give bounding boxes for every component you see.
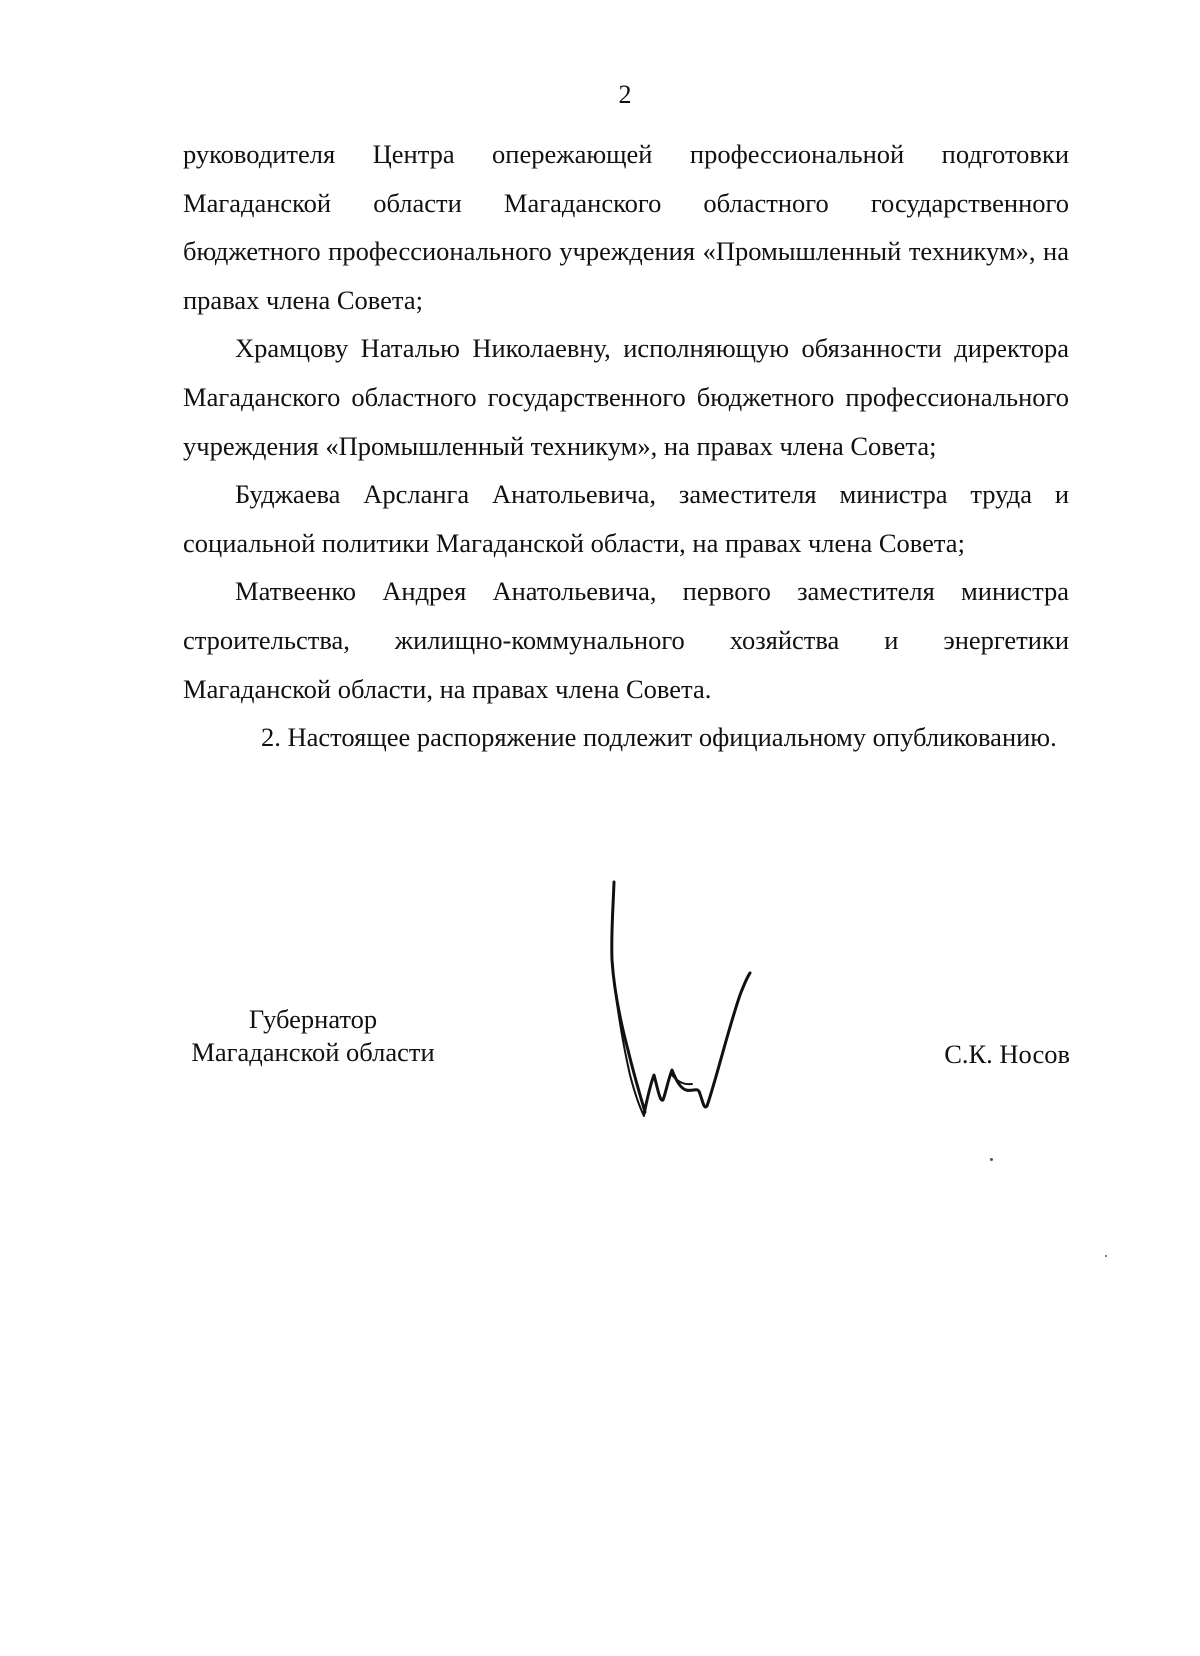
paragraph-khramtsova: Храмцову Наталью Николаевну, исполняющую обязанности директора Магаданского областного государственного бюджетного профессионального учреждения «Промышленный техникум», на правах члена Совета;: [183, 333, 1069, 461]
paragraph-matveenko: Матвеенко Андрея Анатольевича, первого заместителя министра строительства, жилищно-коммунального хозяйства и энергетики Магаданской области, на правах члена Совета.: [183, 576, 1069, 704]
paragraph-budzhaev: Буджаева Арсланга Анатольевича, заместителя министра труда и социальной политики Магаданской области, на правах члена Совета;: [183, 479, 1069, 558]
scan-speck: [990, 1158, 993, 1161]
scan-speck: [1105, 1255, 1107, 1257]
document-body: [183, 130, 1069, 762]
signatory-title-line-2: Магаданской области: [191, 1037, 435, 1067]
signatory-title: [183, 1003, 443, 1069]
paragraph-khramtsova-prefix: руководителя Центра опережающей профессиональной подготовки Магаданской области Магаданского областного государственного бюджетного профессионального учреждения «Промышленный техникум», на правах члена Совета;: [183, 139, 1069, 315]
signatory-title-line-1: Губернатор: [248, 1004, 378, 1034]
paragraph-publication-clause: 2. Настоящее распоряжение подлежит официальному опубликованию.: [261, 722, 1057, 753]
page-number: 2: [618, 80, 632, 109]
signatory-name: С.К. Носов: [944, 1039, 1070, 1069]
handwritten-signature: [600, 880, 800, 1140]
